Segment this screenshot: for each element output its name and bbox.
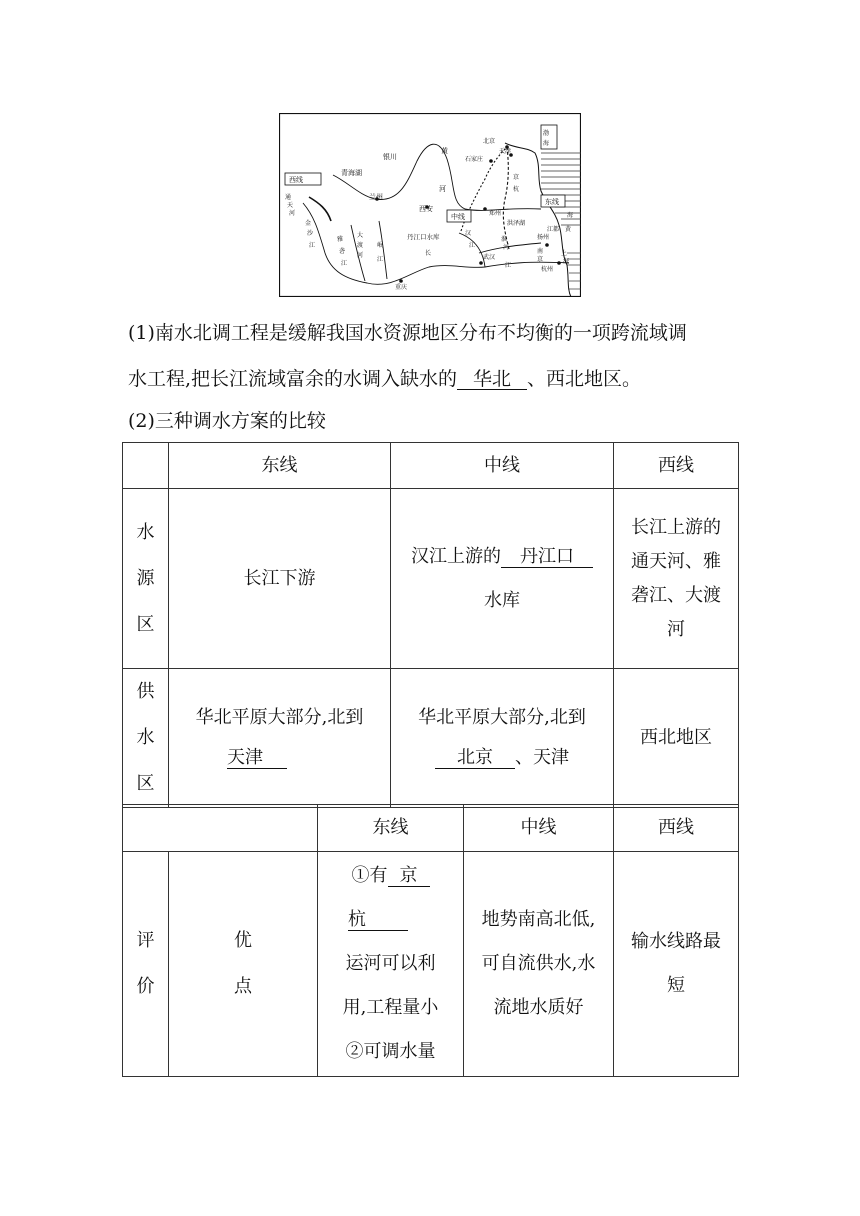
map-label: 海 (543, 140, 550, 147)
row-label-char: 区 (136, 613, 155, 635)
row-sublabel-advantages (169, 852, 318, 1077)
south-north-water-diversion-map (279, 113, 581, 297)
row-label-char: 水 (136, 521, 155, 543)
supply-middle (391, 669, 614, 808)
map-label: 砻 (339, 248, 346, 255)
map-label: 中线 (451, 213, 465, 221)
cell-line: ②可调水量 (345, 1041, 436, 1062)
row-label-char: 水 (136, 727, 155, 748)
map-label: 郑州 (489, 210, 502, 217)
map-label: 青海湖 (341, 169, 362, 177)
row-label-source (123, 489, 169, 669)
map-label: 京 (537, 256, 544, 263)
cell-line: 河 (667, 618, 685, 640)
cell-line: 可自流供水,水 (481, 953, 596, 974)
header-east: 东线 (169, 443, 391, 489)
row-label-char: 点 (234, 976, 252, 997)
question-2-title: (2)三种调水方案的比较 (128, 410, 326, 432)
row-label-char: 评 (136, 930, 155, 951)
source-middle (391, 489, 614, 669)
cell-text: 、天津 (515, 747, 569, 768)
answer-blank: 丹江口 (501, 547, 593, 568)
header-west: 西线 (614, 443, 739, 489)
supply-east (169, 669, 391, 808)
map-label: 沙 (307, 230, 314, 237)
question-1-line-1: (1)南水北调工程是缓解我国水资源地区分布不均衡的一项跨流域调 (128, 322, 687, 344)
cell-text: 水库 (484, 589, 520, 611)
source-east: 长江下游 (169, 489, 391, 669)
map-label: 江 (505, 262, 512, 269)
map-label: 渡 (357, 242, 364, 249)
answer-blank: 天津 (227, 748, 287, 769)
row-label-supply (123, 669, 169, 808)
eval-middle (464, 852, 614, 1077)
map-label: 南 (537, 248, 544, 255)
table-row-supply (123, 669, 739, 808)
answer-blank: 华北 (457, 369, 527, 390)
question-1-text: 水工程,把长江流域富余的水调入缺水的 (128, 368, 458, 390)
answer-blank: 京 (388, 866, 430, 887)
map-label: 兰州 (369, 193, 383, 201)
map-label: 渤 (543, 130, 550, 137)
map-label: 海 (563, 258, 570, 265)
question-1 (128, 314, 687, 398)
cell-line: 长江上游的 (631, 516, 721, 538)
map-label: 黄 (565, 226, 572, 233)
row-label-char: 供 (136, 681, 155, 702)
cell-line: 流地水质好 (493, 997, 584, 1018)
map-label: 杭州 (541, 266, 554, 273)
map-label: 江都 (547, 226, 560, 233)
eval-header-row (123, 805, 739, 852)
cell-line: 砻江、大渡 (631, 584, 721, 606)
map-label: 江 (309, 242, 316, 249)
map-label: 重庆 (395, 284, 408, 291)
cell-text: ①有 (351, 865, 388, 886)
map-label: 海 (567, 212, 574, 219)
cell-line: 短 (667, 975, 685, 996)
supply-west: 西北地区 (614, 669, 739, 808)
table-row-source (123, 489, 739, 669)
map-label: 黄 (441, 147, 448, 155)
source-west (614, 489, 739, 669)
cell-line: 用,工程量小 (342, 997, 439, 1018)
map-label: 大 (357, 232, 364, 239)
eval-east (318, 852, 464, 1077)
map-label: 天 (287, 202, 294, 209)
question-1-line-2 (128, 360, 687, 398)
map-label: 杭 (513, 186, 520, 193)
eval-header-east: 东线 (318, 805, 464, 852)
cell-text: 华北平原大部分,北到 (418, 707, 586, 728)
map-label: 江 (377, 256, 384, 263)
map-label: 上 (561, 250, 568, 257)
eval-header-west: 西线 (614, 805, 739, 852)
map-label: 西线 (289, 176, 303, 184)
evaluation-table (122, 804, 739, 1077)
answer-blank: 北京 (435, 748, 515, 769)
eval-row-advantages (123, 852, 739, 1077)
map-label: 通 (285, 194, 292, 201)
map-label: 江 (341, 260, 348, 267)
row-label-char: 源 (136, 567, 155, 589)
map-label: 河 (503, 244, 510, 251)
table-cell-empty (123, 805, 318, 852)
map-label: 东线 (545, 198, 559, 206)
map-label: 丹江口水库 (407, 233, 440, 241)
map-label: 河 (439, 185, 446, 193)
map-label: 淮 (501, 236, 508, 243)
row-label-char: 优 (234, 930, 252, 951)
map-label: 洪泽湖 (507, 220, 526, 227)
map-label: 石家庄 (465, 156, 484, 163)
cell-line: 运河可以利 (345, 953, 436, 974)
map-label: 京 (513, 174, 520, 181)
question-1-text: 、西北地区。 (527, 368, 642, 390)
map-label: 长 (425, 250, 432, 257)
table-cell-empty (123, 443, 169, 489)
table-header-row (123, 443, 739, 489)
map-label: 武汉 (483, 254, 496, 261)
cell-line: 输水线路最 (631, 931, 721, 952)
map-label: 江 (469, 242, 476, 249)
map-label: 岷 (377, 242, 384, 249)
map-label: 天津 (499, 148, 512, 155)
cell-line: 通天河、雅 (631, 550, 721, 572)
cell-text: 华北平原大部分,北到 (195, 707, 364, 728)
map-label: 河 (357, 252, 364, 259)
map-label: 西安 (419, 205, 433, 213)
map-label: 汉 (465, 230, 472, 237)
eval-header-middle: 中线 (464, 805, 614, 852)
map-label: 雅 (337, 236, 344, 243)
row-label-char: 区 (136, 773, 155, 794)
map-label: 北京 (483, 138, 496, 145)
cell-text: 汉江上游的 (411, 545, 501, 567)
eval-west (614, 852, 739, 1077)
map-label: 金 (305, 220, 312, 227)
map-label: 银川 (383, 153, 397, 161)
row-label-eval (123, 852, 169, 1077)
comparison-table (122, 442, 739, 808)
map-label: 河 (289, 210, 296, 217)
answer-blank: 杭 (348, 910, 408, 931)
cell-line: 地势南高北低, (481, 909, 596, 930)
header-middle: 中线 (391, 443, 614, 489)
row-label-char: 价 (136, 976, 155, 997)
map-label: 扬州 (537, 234, 550, 241)
